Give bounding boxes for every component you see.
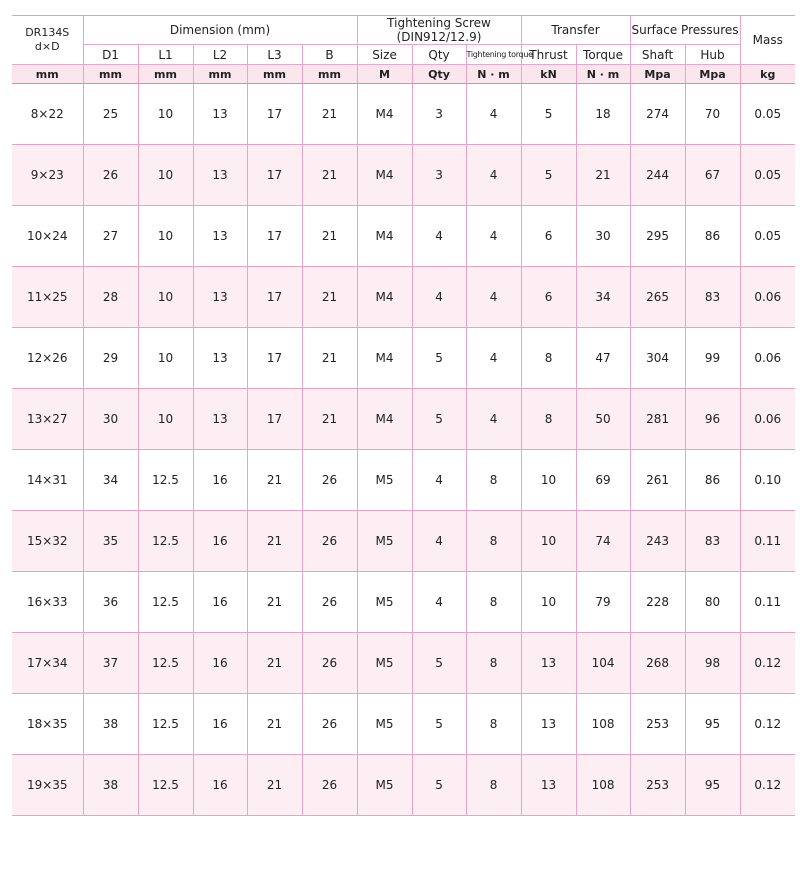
cell-shaft: 304: [630, 328, 685, 389]
cell-hub: 86: [685, 206, 740, 267]
cell-d1: 35: [83, 511, 138, 572]
cell-l1: 10: [138, 84, 193, 145]
cell-d1: 30: [83, 389, 138, 450]
cell-screw: M4: [357, 84, 412, 145]
cell-shaft: 244: [630, 145, 685, 206]
table-row: [12, 694, 795, 755]
model-sub: d×D: [34, 40, 60, 53]
cell-qty: 5: [412, 389, 466, 450]
cell-l2: 13: [193, 267, 247, 328]
cell-qty: 4: [412, 572, 466, 633]
cell-tt: 4: [466, 328, 521, 389]
table-row: [12, 145, 795, 206]
cell-d1: 38: [83, 694, 138, 755]
cell-qty: 5: [412, 755, 466, 816]
col-hub: Hub: [685, 45, 740, 65]
cell-hub: 98: [685, 633, 740, 694]
cell-l3: 21: [247, 694, 302, 755]
col-size: Size: [357, 45, 412, 65]
cell-tt: 4: [466, 206, 521, 267]
cell-l2: 13: [193, 389, 247, 450]
cell-size: 19×35: [12, 755, 83, 816]
cell-shaft: 281: [630, 389, 685, 450]
cell-d1: 26: [83, 145, 138, 206]
cell-screw: M4: [357, 206, 412, 267]
cell-l2: 13: [193, 206, 247, 267]
cell-l2: 16: [193, 755, 247, 816]
cell-screw: M5: [357, 694, 412, 755]
cell-l1: 12.5: [138, 511, 193, 572]
cell-size: 11×25: [12, 267, 83, 328]
transfer-group-header: Transfer: [521, 16, 630, 45]
unit-thrust: kN: [521, 65, 576, 84]
cell-l3: 17: [247, 389, 302, 450]
cell-b: 21: [302, 206, 357, 267]
unit-l3: mm: [247, 65, 302, 84]
cell-mass: 0.05: [740, 84, 795, 145]
table-row: [12, 511, 795, 572]
cell-qty: 5: [412, 694, 466, 755]
cell-torque: 74: [576, 511, 630, 572]
cell-tt: 8: [466, 633, 521, 694]
cell-hub: 67: [685, 145, 740, 206]
cell-size: 17×34: [12, 633, 83, 694]
cell-l2: 13: [193, 145, 247, 206]
table-row: [12, 572, 795, 633]
cell-mass: 0.11: [740, 511, 795, 572]
cell-l2: 16: [193, 694, 247, 755]
cell-thrust: 8: [521, 328, 576, 389]
cell-tt: 4: [466, 84, 521, 145]
cell-tt: 8: [466, 755, 521, 816]
cell-d1: 36: [83, 572, 138, 633]
unit-l1: mm: [138, 65, 193, 84]
cell-l2: 16: [193, 572, 247, 633]
cell-shaft: 253: [630, 694, 685, 755]
dimension-group-header: Dimension (mm): [83, 16, 357, 45]
table-row: [12, 328, 795, 389]
cell-size: 13×27: [12, 389, 83, 450]
cell-l3: 17: [247, 145, 302, 206]
cell-d1: 34: [83, 450, 138, 511]
cell-size: 16×33: [12, 572, 83, 633]
cell-thrust: 6: [521, 267, 576, 328]
cell-size: 15×32: [12, 511, 83, 572]
spec-table: [12, 15, 795, 816]
cell-b: 21: [302, 84, 357, 145]
cell-shaft: 295: [630, 206, 685, 267]
cell-screw: M5: [357, 572, 412, 633]
cell-torque: 21: [576, 145, 630, 206]
cell-l1: 10: [138, 267, 193, 328]
cell-mass: 0.05: [740, 145, 795, 206]
cell-l3: 21: [247, 633, 302, 694]
cell-d1: 29: [83, 328, 138, 389]
cell-l3: 17: [247, 84, 302, 145]
cell-thrust: 13: [521, 755, 576, 816]
col-l1: L1: [138, 45, 193, 65]
unit-torque: N · m: [576, 65, 630, 84]
cell-torque: 50: [576, 389, 630, 450]
cell-screw: M5: [357, 633, 412, 694]
cell-shaft: 274: [630, 84, 685, 145]
cell-tt: 4: [466, 145, 521, 206]
col-d1: D1: [83, 45, 138, 65]
cell-l1: 10: [138, 145, 193, 206]
cell-torque: 18: [576, 84, 630, 145]
cell-shaft: 228: [630, 572, 685, 633]
cell-torque: 104: [576, 633, 630, 694]
cell-size: 10×24: [12, 206, 83, 267]
unit-hub: Mpa: [685, 65, 740, 84]
cell-qty: 3: [412, 84, 466, 145]
cell-b: 26: [302, 755, 357, 816]
cell-l2: 16: [193, 633, 247, 694]
cell-tt: 8: [466, 572, 521, 633]
cell-tt: 4: [466, 267, 521, 328]
cell-l3: 21: [247, 572, 302, 633]
cell-d1: 28: [83, 267, 138, 328]
cell-torque: 108: [576, 755, 630, 816]
cell-thrust: 13: [521, 633, 576, 694]
cell-d1: 27: [83, 206, 138, 267]
cell-tt: 8: [466, 511, 521, 572]
cell-torque: 34: [576, 267, 630, 328]
col-torque: Torque: [576, 45, 630, 65]
cell-b: 21: [302, 389, 357, 450]
unit-d1: mm: [83, 65, 138, 84]
cell-thrust: 6: [521, 206, 576, 267]
cell-hub: 95: [685, 694, 740, 755]
cell-torque: 47: [576, 328, 630, 389]
cell-thrust: 5: [521, 145, 576, 206]
cell-mass: 0.05: [740, 206, 795, 267]
cell-thrust: 5: [521, 84, 576, 145]
cell-l1: 12.5: [138, 633, 193, 694]
col-tightening-torque: Tightening torque: [466, 45, 521, 65]
cell-l3: 21: [247, 450, 302, 511]
col-qty: Qty: [412, 45, 466, 65]
cell-thrust: 10: [521, 450, 576, 511]
cell-hub: 96: [685, 389, 740, 450]
cell-shaft: 265: [630, 267, 685, 328]
unit-size: mm: [12, 65, 83, 84]
unit-l2: mm: [193, 65, 247, 84]
cell-hub: 95: [685, 755, 740, 816]
cell-thrust: 8: [521, 389, 576, 450]
cell-torque: 108: [576, 694, 630, 755]
pressure-group-header: Surface Pressures: [630, 16, 740, 45]
cell-hub: 99: [685, 328, 740, 389]
cell-thrust: 13: [521, 694, 576, 755]
cell-l3: 17: [247, 206, 302, 267]
col-b: B: [302, 45, 357, 65]
cell-thrust: 10: [521, 511, 576, 572]
model-name: DR134S: [25, 26, 70, 39]
cell-qty: 4: [412, 206, 466, 267]
cell-mass: 0.10: [740, 450, 795, 511]
col-l3: L3: [247, 45, 302, 65]
cell-tt: 8: [466, 450, 521, 511]
cell-mass: 0.06: [740, 328, 795, 389]
cell-mass: 0.12: [740, 633, 795, 694]
cell-screw: M4: [357, 389, 412, 450]
cell-l2: 13: [193, 328, 247, 389]
cell-b: 26: [302, 572, 357, 633]
table-row: [12, 389, 795, 450]
cell-hub: 83: [685, 511, 740, 572]
cell-b: 26: [302, 511, 357, 572]
table-body: [12, 84, 795, 816]
cell-l1: 10: [138, 206, 193, 267]
cell-l2: 13: [193, 84, 247, 145]
cell-size: 12×26: [12, 328, 83, 389]
cell-b: 26: [302, 694, 357, 755]
cell-l2: 16: [193, 450, 247, 511]
cell-b: 26: [302, 450, 357, 511]
cell-l1: 12.5: [138, 755, 193, 816]
cell-shaft: 243: [630, 511, 685, 572]
cell-shaft: 268: [630, 633, 685, 694]
col-l2: L2: [193, 45, 247, 65]
cell-screw: M5: [357, 511, 412, 572]
cell-qty: 3: [412, 145, 466, 206]
cell-hub: 70: [685, 84, 740, 145]
cell-d1: 25: [83, 84, 138, 145]
unit-tightening-torque: N · m: [466, 65, 521, 84]
cell-b: 21: [302, 328, 357, 389]
cell-thrust: 10: [521, 572, 576, 633]
cell-screw: M5: [357, 450, 412, 511]
cell-b: 26: [302, 633, 357, 694]
cell-size: 8×22: [12, 84, 83, 145]
cell-size: 9×23: [12, 145, 83, 206]
cell-qty: 4: [412, 511, 466, 572]
screw-group-header: Tightening Screw (DIN912/12.9): [357, 16, 521, 45]
cell-torque: 69: [576, 450, 630, 511]
unit-qty: Qty: [412, 65, 466, 84]
cell-l1: 12.5: [138, 694, 193, 755]
col-shaft: Shaft: [630, 45, 685, 65]
cell-size: 18×35: [12, 694, 83, 755]
cell-qty: 4: [412, 267, 466, 328]
cell-mass: 0.12: [740, 694, 795, 755]
cell-screw: M4: [357, 145, 412, 206]
unit-shaft: Mpa: [630, 65, 685, 84]
cell-l3: 21: [247, 511, 302, 572]
table-row: [12, 450, 795, 511]
cell-l3: 17: [247, 267, 302, 328]
cell-qty: 5: [412, 633, 466, 694]
cell-shaft: 253: [630, 755, 685, 816]
mass-header: Mass: [740, 16, 795, 65]
unit-mass: kg: [740, 65, 795, 84]
cell-hub: 86: [685, 450, 740, 511]
table-row: [12, 206, 795, 267]
cell-l1: 12.5: [138, 572, 193, 633]
cell-hub: 80: [685, 572, 740, 633]
table-row: [12, 267, 795, 328]
cell-l1: 10: [138, 389, 193, 450]
cell-screw: M4: [357, 267, 412, 328]
table-row: [12, 755, 795, 816]
cell-l3: 17: [247, 328, 302, 389]
model-header: [12, 16, 83, 65]
cell-tt: 4: [466, 389, 521, 450]
unit-screw-size: M: [357, 65, 412, 84]
cell-screw: M5: [357, 755, 412, 816]
cell-l2: 16: [193, 511, 247, 572]
table-row: [12, 84, 795, 145]
col-thrust: Thrust: [521, 45, 576, 65]
cell-mass: 0.06: [740, 389, 795, 450]
cell-l1: 10: [138, 328, 193, 389]
cell-shaft: 261: [630, 450, 685, 511]
cell-qty: 4: [412, 450, 466, 511]
unit-b: mm: [302, 65, 357, 84]
cell-tt: 8: [466, 694, 521, 755]
cell-torque: 30: [576, 206, 630, 267]
cell-b: 21: [302, 145, 357, 206]
cell-b: 21: [302, 267, 357, 328]
cell-size: 14×31: [12, 450, 83, 511]
cell-mass: 0.11: [740, 572, 795, 633]
cell-qty: 5: [412, 328, 466, 389]
cell-l1: 12.5: [138, 450, 193, 511]
cell-mass: 0.12: [740, 755, 795, 816]
cell-screw: M4: [357, 328, 412, 389]
cell-torque: 79: [576, 572, 630, 633]
cell-mass: 0.06: [740, 267, 795, 328]
cell-hub: 83: [685, 267, 740, 328]
cell-d1: 37: [83, 633, 138, 694]
cell-d1: 38: [83, 755, 138, 816]
table-row: [12, 633, 795, 694]
cell-l3: 21: [247, 755, 302, 816]
